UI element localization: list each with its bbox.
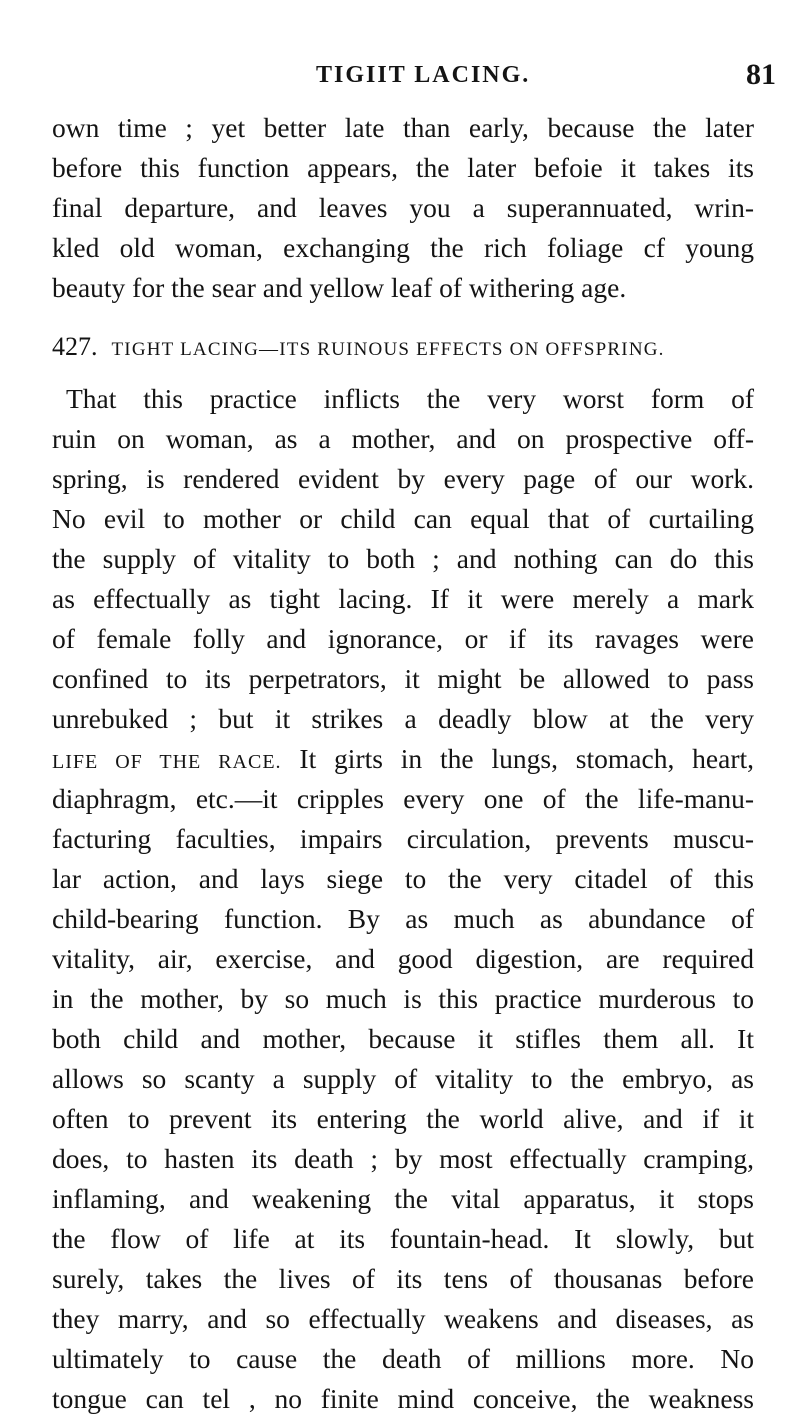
section-number: 427. (52, 332, 98, 361)
text-line: the supply of vitality to both ; and nothing can do this (52, 543, 754, 574)
text-line: of female folly and ignorance, or if its ravages were (52, 623, 754, 654)
text-line: confined to its perpetrators, it might be allowed to pass (52, 663, 754, 694)
text-line: lar action, and lays siege to the very citadel of this (52, 863, 754, 894)
continuation-paragraph (52, 108, 754, 308)
text-line: ruin on woman, as a mother, and on prospective off- (52, 423, 754, 454)
text-line: vitality, air, exercise, and good digestion, are required (52, 943, 754, 974)
text-line: kled old woman, exchanging the rich foliage cf young (52, 232, 754, 263)
text-line: spring, is rendered evident by every page of our work. (52, 463, 754, 494)
text-line: both child and mother, because it stifles them all. It (52, 1023, 754, 1054)
running-header (0, 58, 800, 98)
text-line: the flow of life at its fountain-head. It slowly, but (52, 1223, 754, 1254)
text-line: That this practice inflicts the very worst form of (66, 383, 754, 414)
text-line: ultimately to cause the death of millions more. No (52, 1343, 754, 1374)
text-line: often to prevent its entering the world alive, and if it (52, 1103, 754, 1134)
text-line: unrebuked ; but it strikes a deadly blow at the very (52, 703, 754, 734)
text-line: inflaming, and weakening the vital apparatus, it stops (52, 1183, 754, 1214)
text-line: before this function appears, the later befoie it takes its (52, 152, 754, 183)
text-line: as effectually as tight lacing. If it were merely a mark (52, 583, 754, 614)
section-paragraph (52, 379, 754, 1419)
text-line: they marry, and so effectually weakens and diseases, as (52, 1303, 754, 1334)
text-line: surely, takes the lives of its tens of thousanas before (52, 1263, 754, 1294)
text-line: child-bearing function. By as much as abundance of (52, 903, 754, 934)
running-title: TIGIIT LACING. (316, 62, 531, 88)
page-number: 81 (746, 58, 776, 91)
text-line: final departure, and leaves you a superannuated, wrin- (52, 192, 754, 223)
text-line: in the mother, by so much is this practice murderous to (52, 983, 754, 1014)
text-line: facturing faculties, impairs circulation, prevents muscu- (52, 823, 754, 854)
text-line: own time ; yet better late than early, because the later (52, 112, 754, 143)
text-line: allows so scanty a supply of vitality to the embryo, as (52, 1063, 754, 1094)
text-line-mixed (52, 739, 754, 779)
section-title: TIGHT LACING—ITS RUINOUS EFFECTS ON OFFSPRING. (111, 339, 665, 360)
text-run: It girts in the lungs, stomach, heart, (281, 743, 754, 774)
text-line: diaphragm, etc.—it cripples every one of the life-manu- (52, 783, 754, 814)
text-line: beauty for the sear and yellow leaf of withering age. (52, 272, 627, 303)
text-line: No evil to mother or child can equal that of curtailing (52, 503, 754, 534)
section-heading (52, 327, 754, 367)
small-caps-phrase: LIFE OF THE RACE. (52, 751, 282, 773)
text-line: tongue can tel , no finite mind conceive, the weakness (52, 1383, 754, 1414)
text-line: does, to hasten its death ; by most effectually cramping, (52, 1143, 754, 1174)
